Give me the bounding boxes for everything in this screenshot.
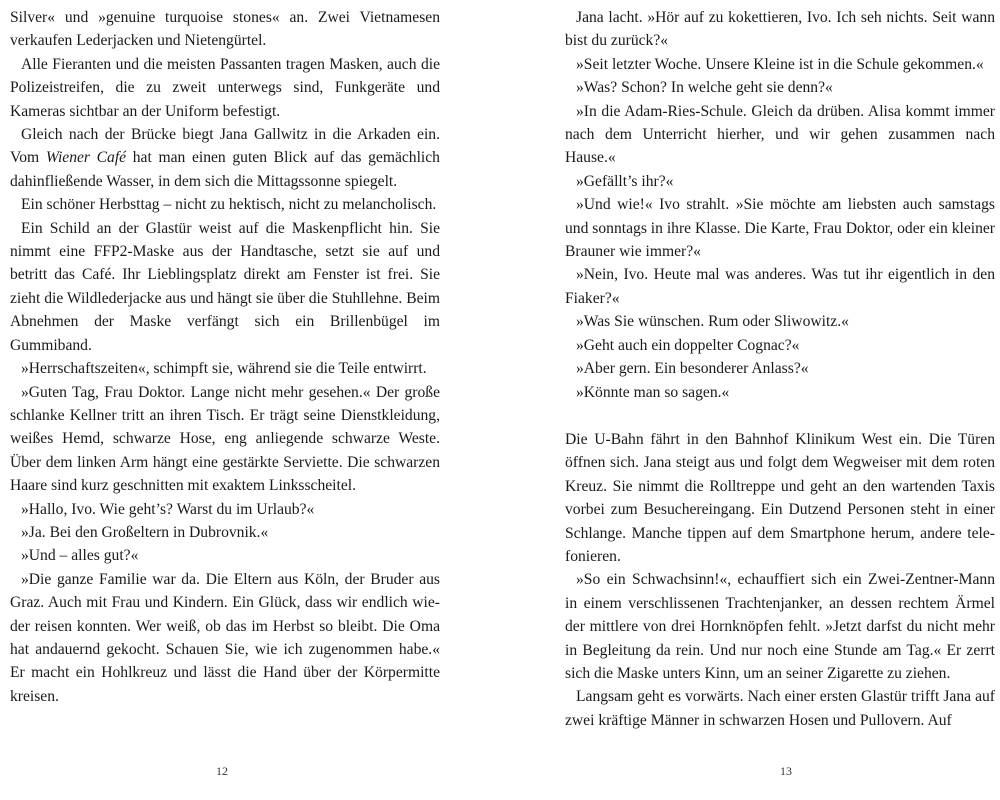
section-break — [565, 404, 995, 428]
paragraph-10: »Die ganze Familie war da. Die Eltern aus Köln, der Bruder aus Graz. Auch mit Frau und Kindern. Ein Glück, dass wir endlich wieder reisen konnten. Wer weiß, ob das im Herbst so bleibt. Die Oma hat andauernd gekocht. Schauen Sie, wie ich zugenommen habe.« Er macht ein Hohlkreuz und lässt die Hand über der Körpermitte kreisen. — [10, 570, 440, 705]
scene-paragraph-3: Langsam geht es vorwärts. Nach einer ersten Glastür trifft Jana auf zwei kräftige Männer in schwarzen Hosen und Pullovern. Auf — [565, 688, 995, 729]
scene-paragraph-2: »So ein Schwachsinn!«, echauffiert sich ein Zwei-Zentner-Mann in einem verschlissenen Trachtenjanker, an dessen rechtem Ärmel der mittlere von drei Hornknöpfen fehlt. »Jetzt darfst du nicht mehr in Begleitung da rein. Und nur noch eine Stunde am Tag.« Er zerrt sich die Maske unters Kinn, um an seiner Zigarette zu ziehen. — [565, 571, 995, 682]
dialogue-5: »Gefällt’s ihr?« — [576, 172, 674, 190]
paragraph-7: »Hallo, Ivo. Wie geht’s? Warst du im Urlaub?« — [21, 500, 315, 518]
dialogue-3: »Was? Schon? In welche geht sie denn?« — [576, 79, 833, 97]
page-number-left: 12 — [216, 764, 228, 778]
paragraph-8: »Ja. Bei den Großeltern in Dubrovnik.« — [21, 523, 269, 541]
paragraph-1: Silver« und »genuine turquoise stones« an. Zwei Vietnamesen verkaufen Lederjacken und Nietengürtel. — [10, 9, 440, 50]
cafe-text-before: Gleich nach der Brücke biegt Jana Gallwitz in die Arkaden ein. Vom — [10, 126, 440, 167]
left-page — [10, 6, 440, 708]
paragraph-6: »Guten Tag, Frau Doktor. Lange nicht mehr gesehen.« Der große schlanke Kellner tritt an ihren Tisch. Er trägt seine Dienstkleidung, weißes Hemd, schwarze Hose, eng anliegende schwarze Weste. Über dem linken Arm hängt eine gestärkte Serviette. Die schwarzen Haare sind kurz geschnitten mit exaktem Linksscheitel. — [10, 383, 440, 495]
cafe-text-after: hat man einen guten Blick auf das gemächlich dahinfließende Wasser, in dem sich die Mittagssonne spiegelt. — [10, 149, 440, 190]
dialogue-1: Jana lacht. »Hör auf zu kokettieren, Ivo. Ich seh nichts. Seit wann bist du zurück?« — [565, 9, 995, 50]
paragraph-9: »Und – alles gut?« — [21, 547, 139, 565]
paragraph-cafe — [10, 123, 440, 193]
paragraph-3: Ein schöner Herbsttag – nicht zu hektisch, nicht zu melancholisch. — [21, 196, 437, 214]
scene-paragraph-1: Die U-Bahn fährt in den Bahnhof Klinikum West ein. Die Türen öffnen sich. Jana steigt aus und folgt dem Wegweiser mit dem roten Kreuz. Sie nimmt die Rolltreppe und geht an den wartenden Taxis vorbei zum Besuchereingang. Ein Dutzend Personen steht in einer Schlange. Manche tippen auf dem Smartphone herum, andere telefonieren. — [565, 430, 995, 565]
dialogue-7: »Nein, Ivo. Heute mal was anderes. Was tut ihr eigentlich in den Fiaker?« — [565, 266, 995, 307]
right-page — [565, 6, 995, 732]
dialogue-11: »Könnte man so sagen.« — [576, 383, 730, 401]
page-number-right: 13 — [780, 764, 792, 778]
dialogue-4: »In die Adam-Ries-Schule. Gleich da drüben. Alisa kommt immer nach dem Unterricht hierher, und wir gehen zusammen nach Hause.« — [565, 102, 995, 167]
dialogue-6: »Und wie!« Ivo strahlt. »Sie möchte am liebsten auch samstags und sonntags in ihre Klasse. Die Karte, Frau Doktor, oder ein kleiner Brauner wie immer?« — [565, 196, 995, 261]
paragraph-2: Alle Fieranten und die meisten Passanten tragen Masken, auch die Polizeistreifen, die zu zweit unterwegs sind, Funkgeräte und Kameras sichtbar an der Uniform befestigt. — [10, 55, 440, 120]
paragraph-5: »Herrschaftszeiten«, schimpft sie, während sie die Teile entwirrt. — [21, 360, 427, 378]
cafe-name: Wiener Café — [45, 149, 127, 167]
dialogue-2: »Seit letzter Woche. Unsere Kleine ist in die Schule gekommen.« — [576, 55, 984, 73]
dialogue-9: »Geht auch ein doppelter Cognac?« — [576, 336, 800, 354]
dialogue-10: »Aber gern. Ein besonderer Anlass?« — [576, 360, 809, 378]
dialogue-8: »Was Sie wünschen. Rum oder Sliwowitz.« — [576, 313, 849, 331]
paragraph-4: Ein Schild an der Glastür weist auf die Maskenpflicht hin. Sie nimmt eine FFP2-Maske aus der Handtasche, setzt sie auf und betritt das Café. Ihr Lieblingsplatz direkt am Fenster ist frei. Sie zieht die Wildlederjacke aus und hängt sie über die Stuhllehne. Beim Abnehmen der Maske verfängt sich ein Brillenbügel im Gummiband. — [10, 219, 440, 354]
